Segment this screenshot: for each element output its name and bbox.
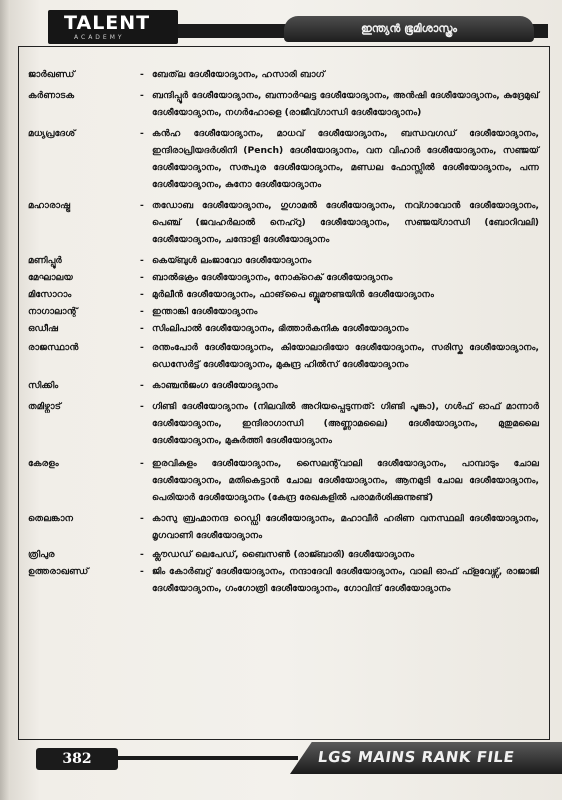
brand-logo xyxy=(48,10,178,44)
separator-dash: - xyxy=(140,289,144,300)
separator-dash: - xyxy=(140,566,144,577)
table-row xyxy=(28,455,543,506)
state-name: കേരളം xyxy=(28,458,59,469)
state-name: ജാർഖണ്ഡ് xyxy=(28,69,75,80)
state-name: ഒഡീഷ xyxy=(28,323,59,334)
state-name: മഹാരാഷ്ട്ര xyxy=(28,200,71,211)
table-row xyxy=(28,339,543,373)
park-list-text: കെയ്ബുൾ ലംജാവോ ദേശീയോദ്യാനം xyxy=(152,255,312,266)
table-row xyxy=(28,303,543,320)
table-row xyxy=(28,563,543,597)
separator-dash: - xyxy=(140,458,144,469)
national-park-list xyxy=(28,66,543,597)
table-row xyxy=(28,546,543,563)
separator-dash: - xyxy=(140,90,144,101)
table-row xyxy=(28,66,543,83)
table-row xyxy=(28,87,543,121)
separator-dash: - xyxy=(140,272,144,283)
park-list-text: ഗിണ്ടി ദേശീയോദ്യാനം (നിലവിൽ അറിയപ്പെടുന്നത്: ഗിണ്ടി പൂങ്കാ), ഗൾഫ് ഓഫ് മാന്നാർ ദേശീയോദ്യാനം, ഇന്ദിരാഗാന്ധി (അണ്ണാമലൈ) ദേശീയോദ്യാനം, മുതുമലൈ ദേശീയോദ്യാനം, മുകുർത്തി ദേശീയോദ്യാനം xyxy=(152,401,539,446)
separator-dash: - xyxy=(140,549,144,560)
separator-dash: - xyxy=(140,200,144,211)
park-list-text: ഇന്താങ്കി ദേശീയോദ്യാനം xyxy=(152,306,258,317)
state-name: മിസോറാം xyxy=(28,289,72,300)
state-name: കർണാടക xyxy=(28,90,75,101)
table-row xyxy=(28,197,543,248)
state-name: ഉത്തരാഖണ്ഡ് xyxy=(28,566,89,577)
table-row xyxy=(28,510,543,544)
footer-rule xyxy=(118,756,298,760)
park-list-text: ബന്ദിപ്പൂർ ദേശീയോദ്യാനം, ബന്നാർഘട്ട ദേശീയോദ്യാനം, അൻഷി ദേശീയോദ്യാനം, കുദ്രേമുഖ് ദേശീയോദ്യാനം, നഗർഹോളെ (രാജീവ്ഗാന്ധി ദേശീയോദ്യാനം) xyxy=(152,90,539,118)
brand-subtitle: ACADEMY xyxy=(74,34,125,41)
table-row xyxy=(28,252,543,269)
state-name: തെലങ്കാന xyxy=(28,513,74,524)
state-name: സിക്കിം xyxy=(28,380,59,391)
book-title: LGS MAINS RANK FILE xyxy=(316,748,516,766)
table-row xyxy=(28,125,543,193)
park-list-text: സിംലിപാൽ ദേശീയോദ്യാനം, ഭിത്താർകനിക ദേശീയോദ്യാനം xyxy=(152,323,409,334)
section-title: ഇന്ത്യൻ ഭൂമിശാസ്ത്രം xyxy=(284,16,534,42)
state-name: ത്രിപുര xyxy=(28,549,55,560)
table-row xyxy=(28,269,543,286)
park-list-text: രന്തംപോർ ദേശീയോദ്യാനം, കിയോലാദിയോ ദേശീയോദ്യാനം, സരിസ്ക ദേശീയോദ്യാനം, ഡെസേർട്ട് ദേശീയോദ്യാനം, മുകുന്ദ്ര ഹിൽസ് ദേശീയോദ്യാനം xyxy=(152,342,539,370)
book-spine-shadow xyxy=(0,0,10,800)
park-list-text: തഡോബ ദേശീയോദ്യാനം, ഗുഗാമൽ ദേശീയോദ്യാനം, നവ്ഗാവോൻ ദേശീയോദ്യാനം, പെഞ്ച് (ജവഹർലാൽ നെഹ്റു) ദേശീയോദ്യാനം, സഞ്ജയ്ഗാന്ധി (ബോറിവലി) ദേശീയോദ്യാനം, ചന്ദോളി ദേശീയോദ്യാനം xyxy=(152,200,539,245)
separator-dash: - xyxy=(140,513,144,524)
park-list-text: ജിം കോർബറ്റ് ദേശീയോദ്യാനം, നന്ദാദേവി ദേശീയോദ്യാനം, വാലി ഓഫ് ഫ്ളവേഴ്സ്, രാജാജി ദേശീയോദ്യാനം, ഗംഗോത്രി ദേശീയോദ്യാനം, ഗോവിന്ദ് ദേശീയോദ്യാനം xyxy=(152,566,539,594)
page-number: 382 xyxy=(36,748,118,770)
park-list-text: കാഞ്ചൻജംഗ ദേശീയോദ്യാനം xyxy=(152,380,278,391)
table-row xyxy=(28,286,543,303)
page-footer xyxy=(0,742,562,800)
separator-dash: - xyxy=(140,380,144,391)
park-list-text: ക്ലൗഡഡ് ലെപേഡ്, ബൈസൺ (രാജ്ബാരി) ദേശീയോദ്യാനം xyxy=(152,549,415,560)
state-name: തമിഴ്നാട് xyxy=(28,401,61,412)
state-name: മധ്യപ്രദേശ് xyxy=(28,128,76,139)
state-name: നാഗാലാന്റ് xyxy=(28,306,78,317)
separator-dash: - xyxy=(140,323,144,334)
table-row xyxy=(28,320,543,337)
park-list-text: ബാൽഭക്രം ദേശീയോദ്യാനം, നോക്റെക് ദേശീയോദ്യാനം xyxy=(152,272,393,283)
separator-dash: - xyxy=(140,306,144,317)
state-name: മേഘാലയ xyxy=(28,272,73,283)
park-list-text: ബേത്‌ല ദേശീയോദ്യാനം, ഹസാരി ബാഗ് xyxy=(152,69,325,80)
table-row xyxy=(28,377,543,394)
separator-dash: - xyxy=(140,255,144,266)
page-header xyxy=(48,10,548,44)
park-list-text: കാസു ബ്രഹ്മാനന്ദ റെഡ്ഡി ദേശീയോദ്യാനം, മഹാവീർ ഹരിണ വനസ്ഥലി ദേശീയോദ്യാനം, മൃഗവാണി ദേശീയോദ്യാനം xyxy=(152,513,539,541)
state-name: രാജസ്ഥാൻ xyxy=(28,342,79,353)
separator-dash: - xyxy=(140,128,144,139)
brand-title: TALENT xyxy=(64,12,151,34)
park-list-text: ഇരവികുളം ദേശീയോദ്യാനം, സൈലന്റ്‌വാലി ദേശീയോദ്യാനം, പാമ്പാടും ചോല ദേശീയോദ്യാനം, മതികെട്ടാൻ ചോല ദേശീയോദ്യാനം, ആനമുടി ചോല ദേശീയോദ്യാനം, പെരിയാർ ദേശീയോദ്യാനം (കേന്ദ്ര രേഖകളിൽ പരാമർശിക്കുന്നുണ്ട്) xyxy=(152,458,539,503)
separator-dash: - xyxy=(140,401,144,412)
separator-dash: - xyxy=(140,69,144,80)
park-list-text: മുർലീൻ ദേശീയോദ്യാനം, ഫാങ്‌പൈ ബ്ലൂമൗണ്ടയിൻ ദേശീയോദ്യാനം xyxy=(152,289,434,300)
state-name: മണിപ്പൂർ xyxy=(28,255,62,266)
park-list-text: കൻഹ ദേശീയോദ്യാനം, മാധവ് ദേശീയോദ്യാനം, ബന്ധവഗഡ് ദേശീയോദ്യാനം, ഇന്ദിരാപ്രിയദർശിനി (Pench) ദേശീയോദ്യാനം, വന വിഹാർ ദേശീയോദ്യാനം, സഞ്ജയ് ദേശീയോദ്യാനം, സത്പുര ദേശീയോദ്യാനം, മണ്ഡല ഫോസ്സിൽ ദേശീയോദ്യാനം, പന്ന ദേശീയോദ്യാനം, കുനോ ദേശീയോദ്യാനം xyxy=(152,128,539,190)
separator-dash: - xyxy=(140,342,144,353)
table-row xyxy=(28,398,543,449)
